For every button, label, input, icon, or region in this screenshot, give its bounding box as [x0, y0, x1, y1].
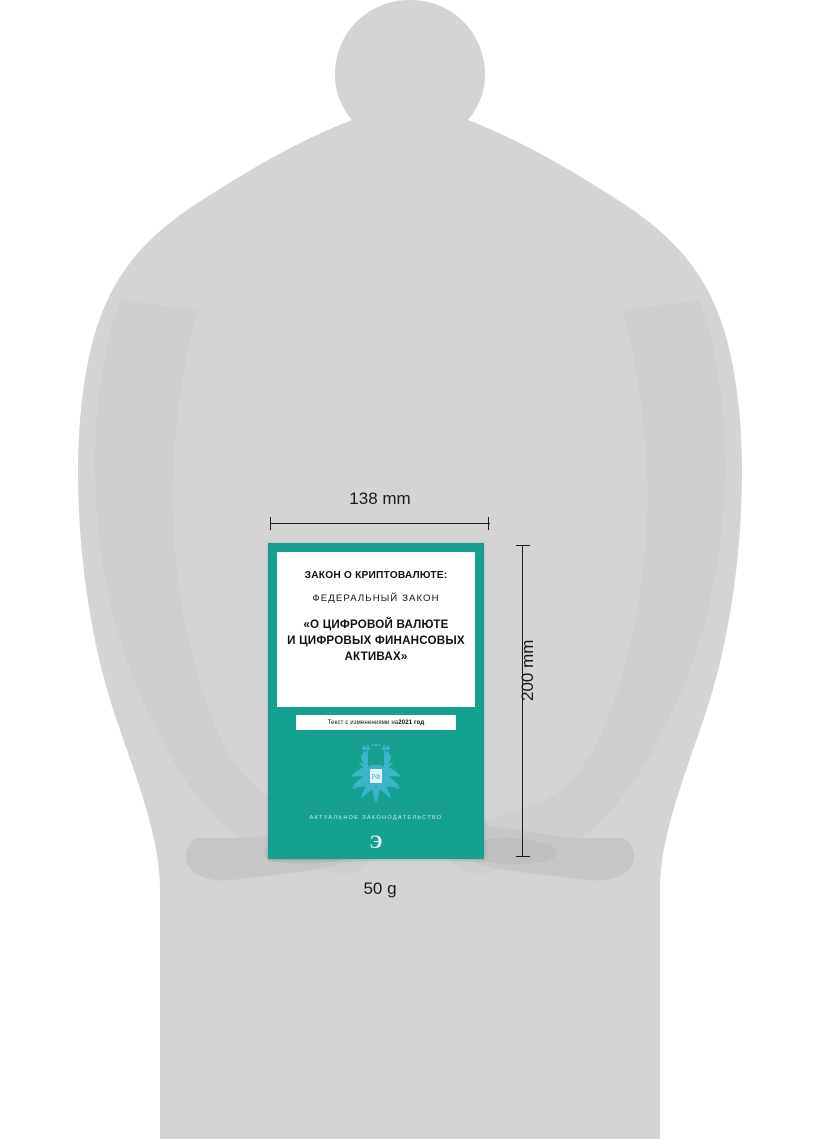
book-edition-badge-text: Текст с изменениями на: [327, 719, 399, 726]
width-dimension-label: 138 mm: [349, 489, 411, 508]
width-dimension-tick-left: [270, 517, 271, 530]
publisher-logo: Э: [369, 832, 383, 853]
width-dimension-line: [270, 523, 490, 524]
book-title-line-5: АКТИВАХ»: [344, 649, 408, 663]
book-title-line-3: «О ЦИФРОВОЙ ВАЛЮТЕ: [303, 618, 449, 632]
russian-coat-of-arms-double-headed-eagle-icon: [348, 743, 404, 805]
book-edition-badge: [296, 715, 456, 730]
book-series-label: АКТУАЛЬНОЕ ЗАКОНОДАТЕЛЬСТВО: [309, 815, 443, 821]
svg-text:РФ: РФ: [371, 773, 381, 781]
book-title-line-4: И ЦИФРОВЫХ ФИНАНСОВЫХ: [287, 633, 465, 647]
width-dimension-bar: [268, 517, 492, 531]
width-dimension: [268, 489, 492, 533]
book-title-line-2: ФЕДЕРАЛЬНЫЙ ЗАКОН: [312, 593, 440, 605]
book-title-line-1: ЗАКОН О КРИПТОВАЛЮТЕ:: [304, 570, 448, 581]
book-cover-title-panel: [277, 552, 475, 707]
height-dimension: [496, 543, 552, 859]
height-dimension-line: [522, 545, 523, 857]
width-dimension-tick-right: [488, 517, 489, 530]
book-cover: [268, 543, 484, 859]
weight-label: 50 g: [363, 879, 397, 898]
height-dimension-tick-bottom: [516, 856, 530, 857]
height-dimension-label: 200 mm: [518, 639, 537, 701]
book-edition-badge-year: 2021 год: [398, 719, 425, 726]
height-dimension-tick-top: [516, 545, 530, 546]
